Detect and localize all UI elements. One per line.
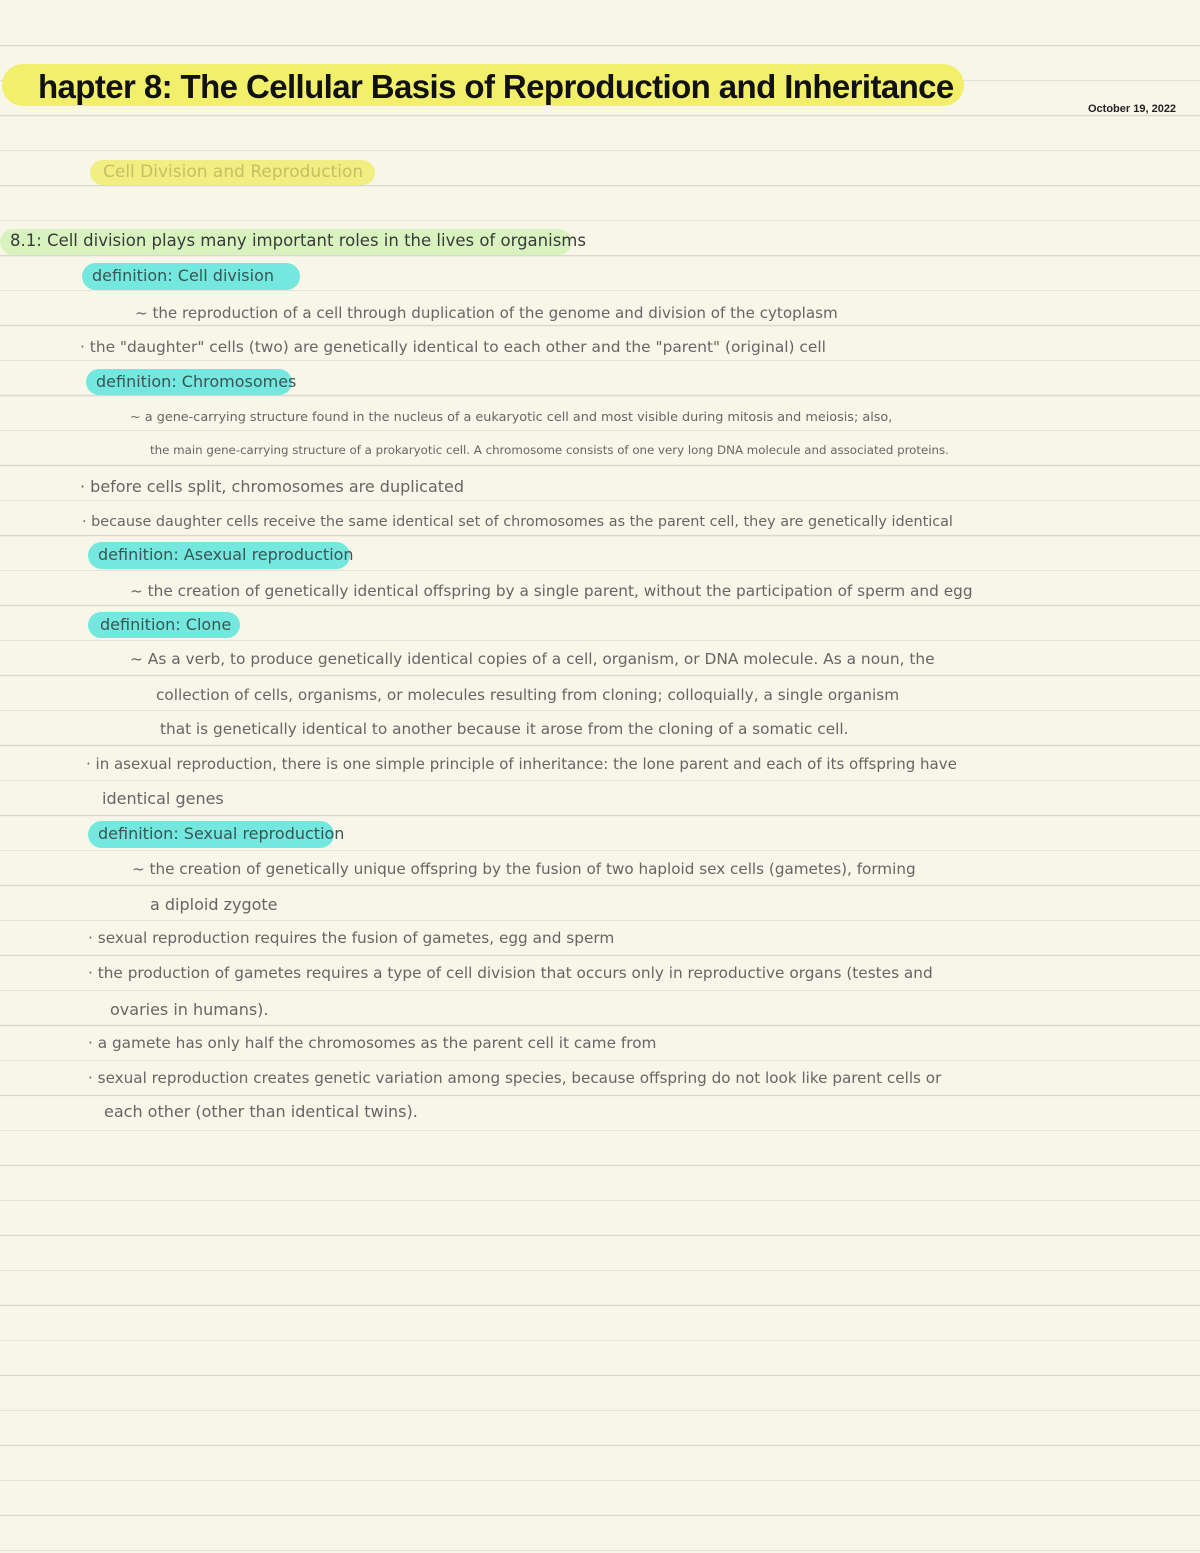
clone-text-line2: collection of cells, organisms, or molecules resulting from cloning; colloquially, a single organism bbox=[156, 686, 900, 704]
before-split-note: · before cells split, chromosomes are duplicated bbox=[80, 477, 465, 496]
daughter-cells-note: · the "daughter" cells (two) are genetically identical to each other and the "parent" (original) cell bbox=[80, 338, 826, 356]
cell-division-text: ~ the reproduction of a cell through duplication of the genome and division of the cytoplasm bbox=[135, 304, 838, 322]
sexual-text-line1: ~ the creation of genetically unique offspring by the fusion of two haploid sex cells (gametes), forming bbox=[132, 860, 916, 878]
gamete-production-line2: ovaries in humans). bbox=[110, 1000, 269, 1019]
gamete-production-line1: · the production of gametes requires a type of cell division that occurs only in reproductive organs (testes and bbox=[88, 964, 933, 982]
clone-text-line3: that is genetically identical to another because it arose from the cloning of a somatic cell. bbox=[160, 720, 849, 738]
section-heading: 8.1: Cell division plays many important roles in the lives of organisms bbox=[10, 231, 586, 250]
chromosomes-text-line2: the main gene-carrying structure of a prokaryotic cell. A chromosome consists of one very long DNA molecule and associated proteins. bbox=[150, 443, 949, 457]
note-date: October 19, 2022 bbox=[1088, 103, 1177, 115]
subheading: Cell Division and Reproduction bbox=[103, 162, 364, 182]
sexual-text-line2: a diploid zygote bbox=[150, 895, 278, 914]
definition-clone: definition: Clone bbox=[100, 615, 232, 634]
variation-line1: · sexual reproduction creates genetic variation among species, because offspring do not look like parent cells or bbox=[88, 1069, 942, 1087]
clone-text-line1: ~ As a verb, to produce genetically identical copies of a cell, organism, or DNA molecule. As a noun, the bbox=[130, 650, 935, 668]
gamete-half-note: · a gamete has only half the chromosomes as the parent cell it came from bbox=[88, 1034, 657, 1052]
definition-asexual-reproduction: definition: Asexual reproduction bbox=[98, 545, 354, 564]
asexual-inheritance-line1: · in asexual reproduction, there is one simple principle of inheritance: the lone parent and each of its offspring have bbox=[86, 755, 957, 773]
definition-cell-division: definition: Cell division bbox=[92, 266, 275, 285]
definition-sexual-reproduction: definition: Sexual reproduction bbox=[98, 824, 345, 843]
asexual-text: ~ the creation of genetically identical offspring by a single parent, without the participation of sperm and egg bbox=[130, 582, 973, 600]
page-title: hapter 8: The Cellular Basis of Reproduction and Inheritance bbox=[38, 68, 954, 105]
chromosomes-text-line1: ~ a gene-carrying structure found in the nucleus of a eukaryotic cell and most visible during mitosis and meiosis; also, bbox=[130, 410, 893, 425]
sexual-requires-note: · sexual reproduction requires the fusion of gametes, egg and sperm bbox=[88, 929, 615, 947]
variation-line2: each other (other than identical twins). bbox=[104, 1102, 418, 1121]
asexual-inheritance-line2: identical genes bbox=[102, 789, 224, 808]
identical-set-note: · because daughter cells receive the same identical set of chromosomes as the parent cell, they are genetically identical bbox=[82, 514, 953, 530]
definition-chromosomes: definition: Chromosomes bbox=[96, 372, 297, 391]
